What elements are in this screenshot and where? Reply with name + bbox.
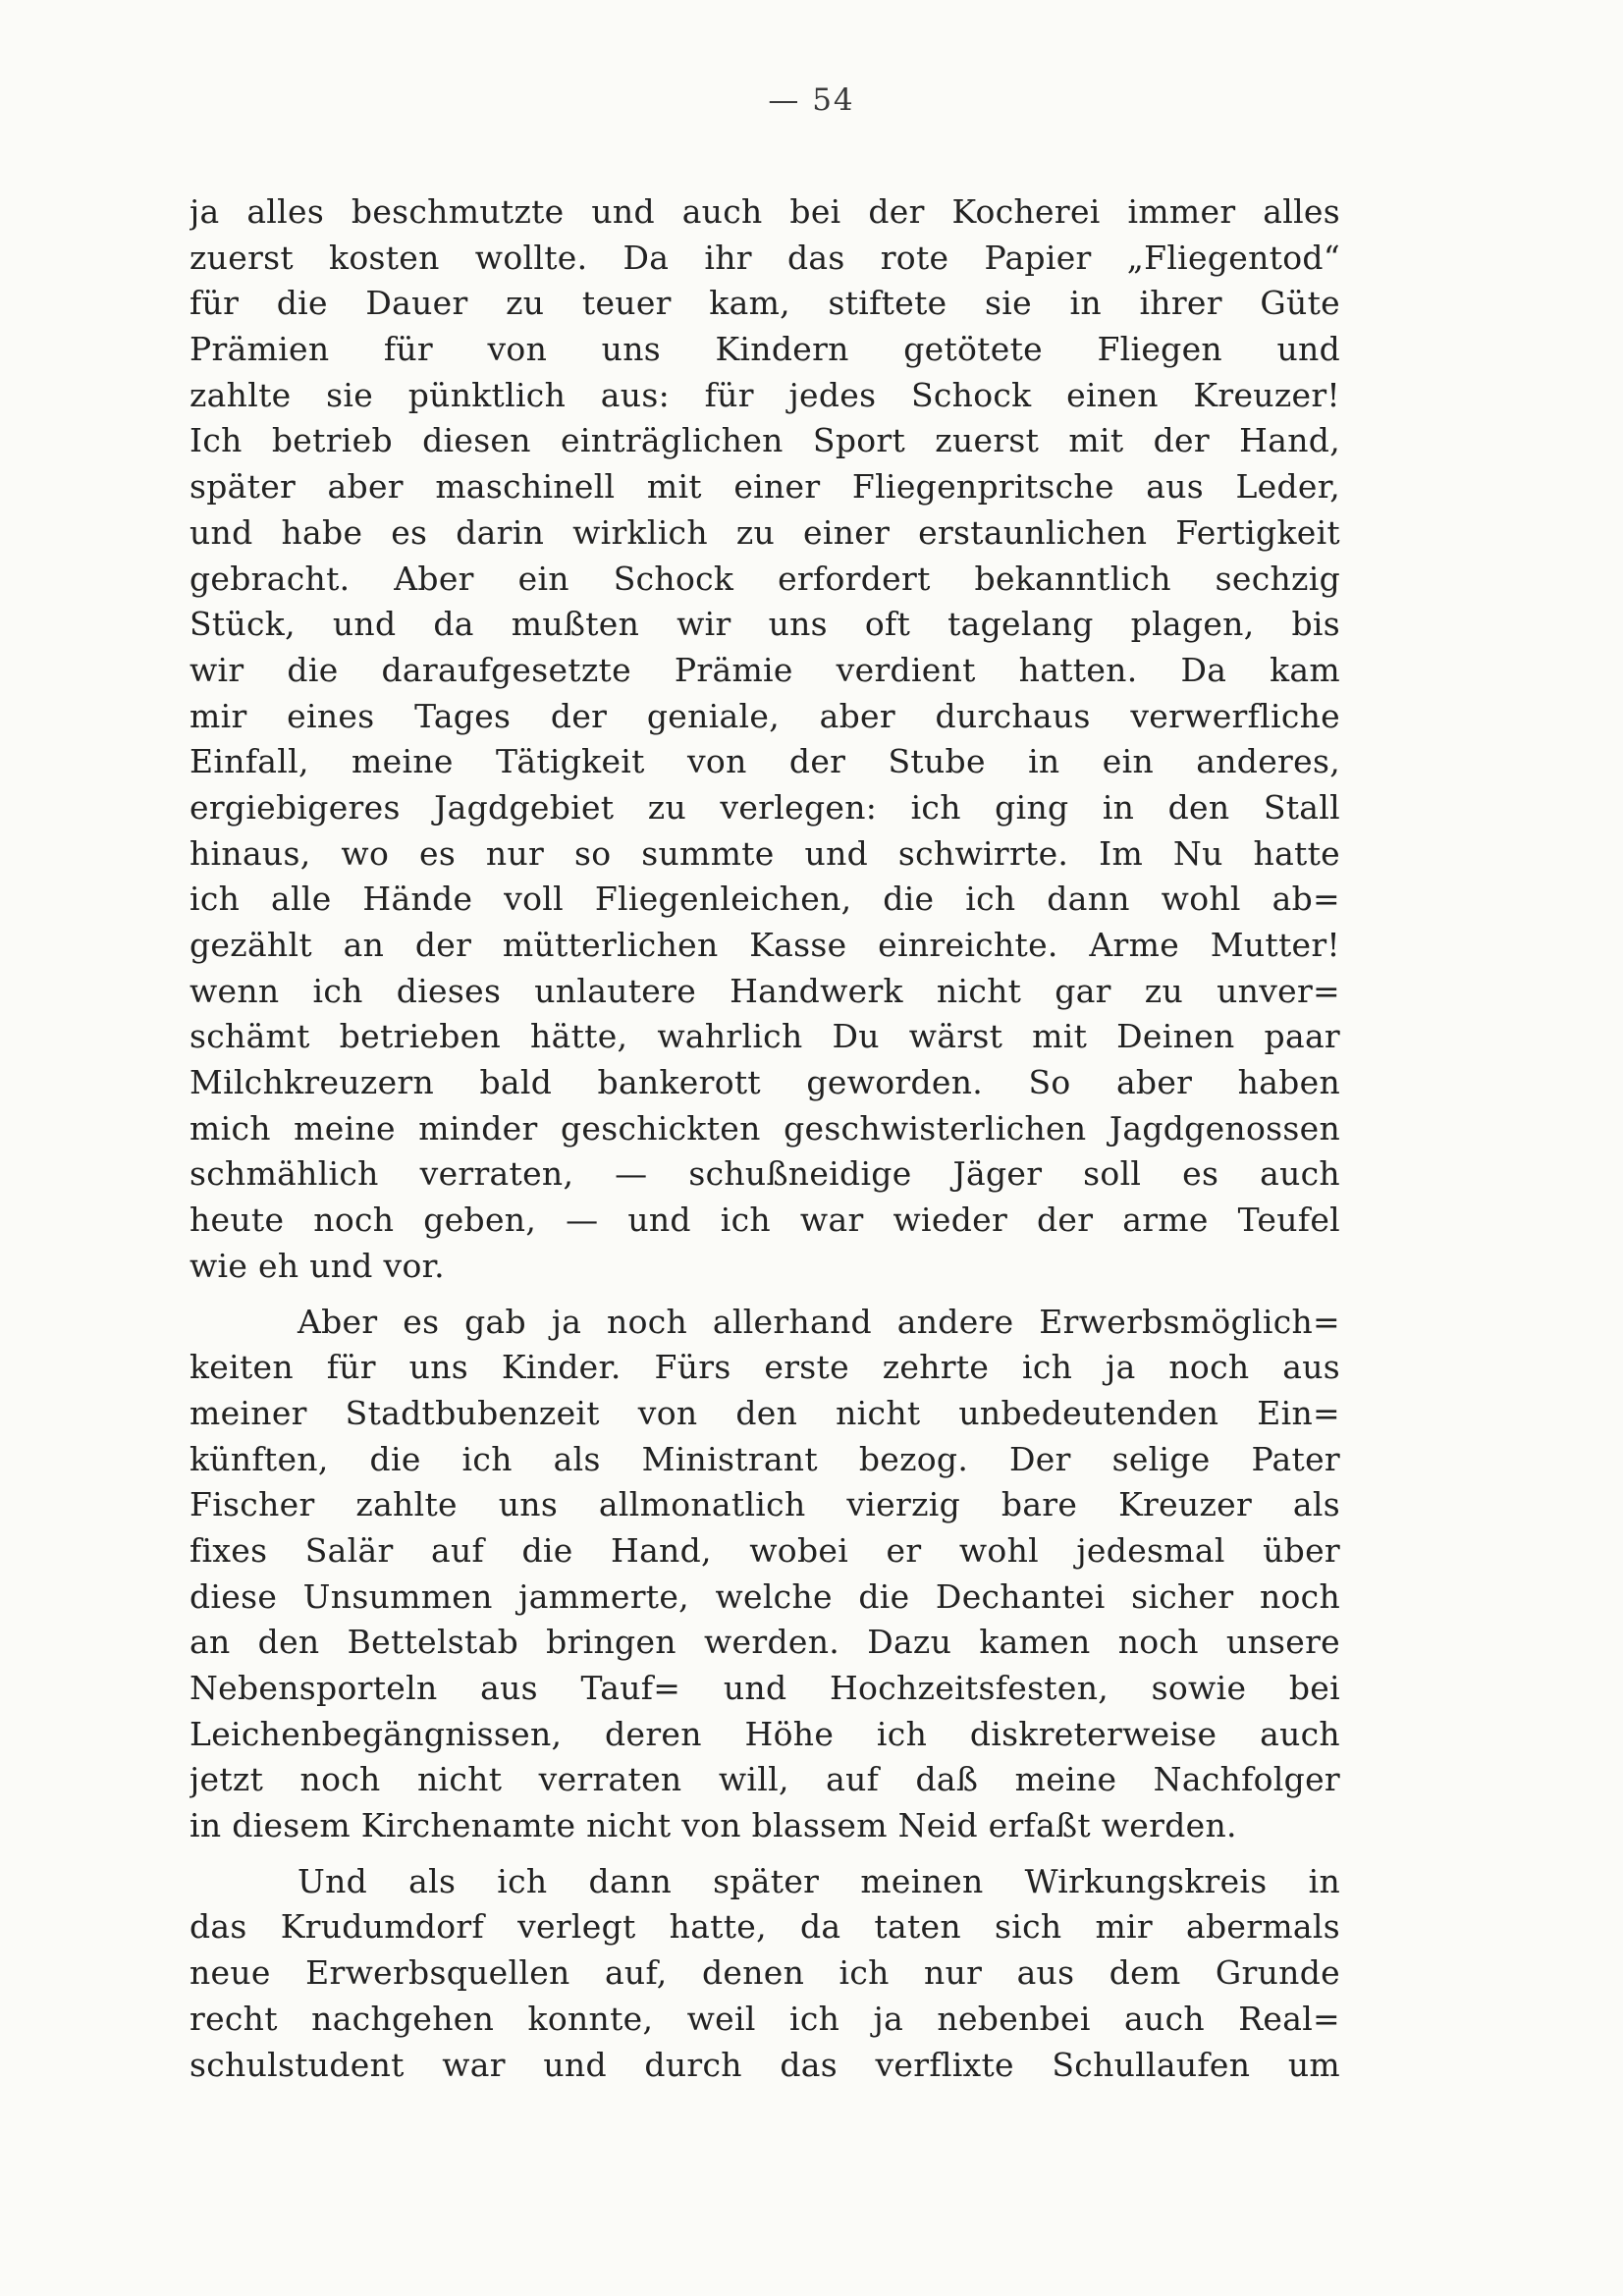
text-line: schulstudent war und durch das verflixte Schullaufen um <box>189 2045 1340 2084</box>
text-line: jetzt noch nicht verraten will, auf daß meine Nachfolger <box>189 1760 1340 1799</box>
text-line: mir eines Tages der geniale, aber durchaus verwerfliche <box>189 696 1340 735</box>
text-line: in diesem Kirchenamte nicht von blassem Neid erfaßt werden. <box>189 1806 1237 1845</box>
text-line: Nebensporteln aus Tauf= und Hochzeitsfesten, sowie bei <box>189 1669 1340 1707</box>
text-line: gebracht. Aber ein Schock erfordert bekanntlich sechzig <box>189 559 1340 598</box>
text-line: ich alle Hände voll Fliegenleichen, die ich dann wohl ab= <box>189 880 1340 919</box>
text-line: Fischer zahlte uns allmonatlich vierzig bare Kreuzer als <box>189 1485 1340 1524</box>
text-line: wie eh und vor. <box>189 1246 445 1285</box>
text-line: Ich betrieb diesen einträglichen Sport zuerst mit der Hand, <box>189 421 1340 460</box>
text-line: meiner Stadtbubenzeit von den nicht unbedeutenden Ein= <box>189 1393 1340 1432</box>
text-line: zahlte sie pünktlich aus: für jedes Schock einen Kreuzer! <box>189 375 1340 414</box>
text-line: wenn ich dieses unlautere Handwerk nicht gar zu unver= <box>189 971 1340 1010</box>
page-number: — 54 <box>768 82 855 118</box>
text-line: ja alles beschmutzte und auch bei der Kocherei immer alles <box>189 192 1340 231</box>
text-line: Stück, und da mußten wir uns oft tagelang plagen, bis <box>189 605 1340 644</box>
text-line: hinaus, wo es nur so summte und schwirrte. Im Nu hatte <box>189 833 1340 873</box>
text-line: zuerst kosten wollte. Da ihr das rote Papier „Fliegentod“ <box>189 238 1340 277</box>
text-line: an den Bettelstab bringen werden. Dazu kamen noch unsere <box>189 1623 1340 1662</box>
text-line: fixes Salär auf die Hand, wobei er wohl jedesmal über <box>189 1530 1340 1570</box>
paragraph <box>189 1300 1340 1849</box>
text-line: neue Erwerbsquellen auf, denen ich nur aus dem Grunde <box>189 1953 1340 1993</box>
text-line: Einfall, meine Tätigkeit von der Stube in ein anderes, <box>189 742 1340 781</box>
text-line: ergiebigeres Jagdgebiet zu verlegen: ich ging in den Stall <box>189 787 1340 827</box>
text-line: und habe es darin wirklich zu einer erstaunlichen Fertigkeit <box>189 512 1340 552</box>
text-line: recht nachgehen konnte, weil ich ja nebenbei auch Real= <box>189 1999 1340 2038</box>
paragraph-gap <box>189 1849 1340 1859</box>
text-line: später aber maschinell mit einer Fliegenpritsche aus Leder, <box>189 467 1340 507</box>
text-line: das Krudumdorf verlegt hatte, da taten sich mir abermals <box>189 1907 1340 1947</box>
text-line: Leichenbegängnissen, deren Höhe ich diskreterweise auch <box>189 1714 1340 1753</box>
text-line: schmählich verraten, — schußneidige Jäger soll es auch <box>189 1154 1340 1194</box>
text-line: heute noch geben, — und ich war wieder der arme Teufel <box>189 1201 1340 1240</box>
paragraph-gap <box>189 1290 1340 1300</box>
text-line: Prämien für von uns Kindern getötete Fliegen und <box>189 330 1340 369</box>
paragraph <box>189 189 1340 1290</box>
text-line: künften, die ich als Ministrant bezog. Der selige Pater <box>189 1439 1340 1478</box>
text-line: diese Unsummen jammerte, welche die Dechantei sicher noch <box>189 1576 1340 1616</box>
text-line: Und als ich dann später meinen Wirkungskreis in <box>298 1861 1340 1900</box>
text-line: mich meine minder geschickten geschwisterlichen Jagdgenossen <box>189 1108 1340 1148</box>
paragraph <box>189 1859 1340 2088</box>
text-line: Aber es gab ja noch allerhand andere Erwerbsmöglich= <box>298 1302 1340 1341</box>
text-line: gezählt an der mütterlichen Kasse einreichte. Arme Mutter! <box>189 926 1340 964</box>
text-line: Milchkreuzern bald bankerott geworden. So aber haben <box>189 1063 1340 1102</box>
body-text <box>189 189 1340 2088</box>
text-line: schämt betrieben hätte, wahrlich Du wärst mit Deinen paar <box>189 1017 1340 1056</box>
text-line: für die Dauer zu teuer kam, stiftete sie in ihrer Güte <box>189 284 1340 323</box>
text-line: wir die daraufgesetzte Prämie verdient hatten. Da kam <box>189 650 1340 689</box>
text-line: keiten für uns Kinder. Fürs erste zehrte ich ja noch aus <box>189 1348 1340 1387</box>
